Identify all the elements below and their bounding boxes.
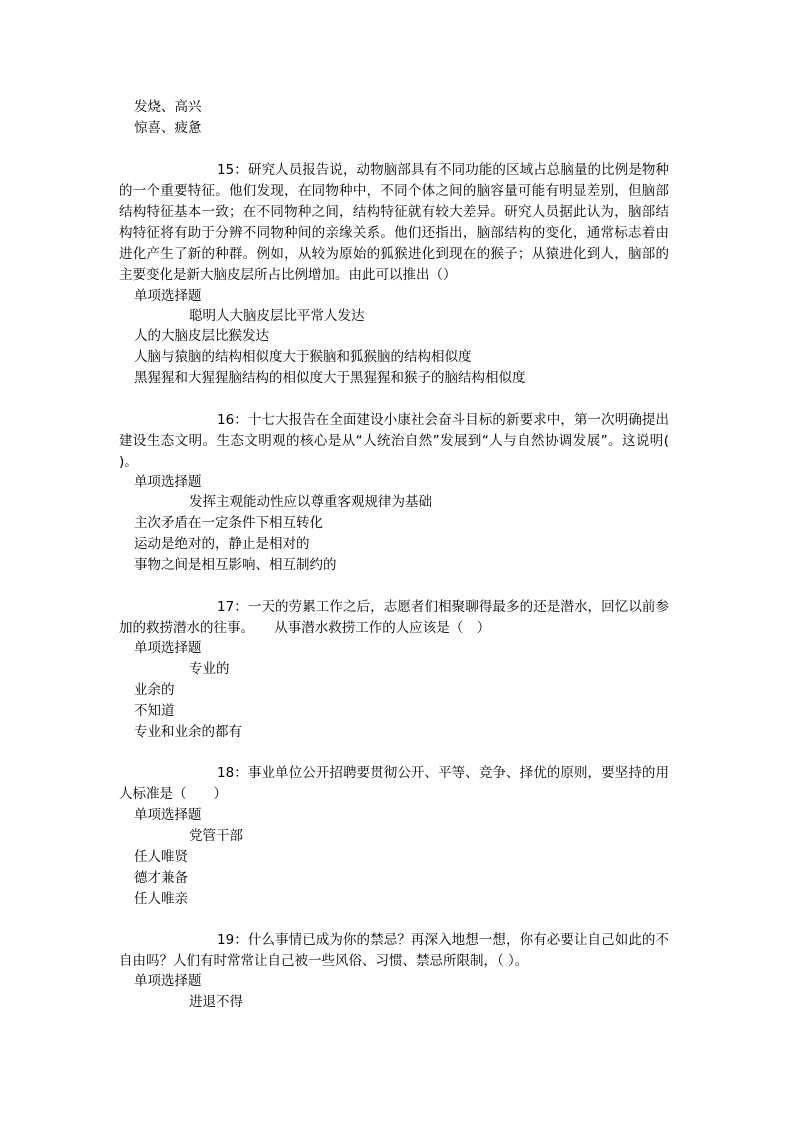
option-b: 人的大脑皮层比猴发达 <box>134 328 269 344</box>
option-b: 业余的 <box>134 682 175 698</box>
option-c: 运动是绝对的，静止是相对的 <box>134 536 310 552</box>
option-c: 人脑与猿脑的结构相似度大于猴脑和狐猴脑的结构相似度 <box>134 349 472 365</box>
option-d: 任人唯亲 <box>134 891 188 907</box>
option-d: 专业和业余的都有 <box>134 724 242 740</box>
question-type-label: 单项选择题 <box>134 973 202 989</box>
question-16-text: 16：十七大报告在全面建设小康社会奋斗目标的新要求中，第一次明确提出建设生态文明。生态文明观的核心是从“人统治自然”发展到“人与自然协调发展”。这说明( )。 <box>119 412 669 470</box>
option-d: 黑猩猩和大猩猩脑结构的相似度大于黑猩猩和猴子的脑结构相似度 <box>134 370 526 386</box>
option-text: 发烧、高兴 <box>134 99 202 115</box>
option-a: 聪明人大脑皮层比平常人发达 <box>189 308 365 324</box>
option-a: 党管干部 <box>189 828 243 844</box>
question-type-label: 单项选择题 <box>134 640 202 656</box>
question-17-text: 17：一天的劳累工作之后，志愿者们相聚聊得最多的还是潜水，回忆以前参加的救捞潜水的往事。 从事潜水救捞工作的人应该是（ ） <box>119 599 669 636</box>
question-type-label: 单项选择题 <box>134 288 202 304</box>
option-a: 进退不得 <box>189 994 243 1010</box>
option-a: 专业的 <box>189 661 230 677</box>
option-b: 任人唯贤 <box>134 849 188 865</box>
question-19-text: 19：什么事情已成为你的禁忌？再深入地想一想，你有必要让自己如此的不自由吗？人们有时常常让自己被一些风俗、习惯、禁忌所限制，（ ）。 <box>119 932 669 969</box>
option-a: 发挥主观能动性应以尊重客观规律为基础 <box>189 494 432 510</box>
option-d: 事物之间是相互影响、相互制约的 <box>134 557 337 573</box>
question-type-label: 单项选择题 <box>134 807 202 823</box>
option-text: 惊喜、疲惫 <box>134 120 202 136</box>
option-c: 不知道 <box>134 703 175 719</box>
question-type-label: 单项选择题 <box>134 474 202 490</box>
option-b: 主次矛盾在一定条件下相互转化 <box>134 515 323 531</box>
question-15-text: 15：研究人员报告说，动物脑部具有不同功能的区域占总脑量的比例是物种的一个重要特征。他们发现，在同物种中，不同个体之间的脑容量可能有明显差别，但脑部结构特征基本一致；在不同物种之间，结构特征就有较大差异。研究人员据此认为，脑部结构特征将有助于分辨不同物种间的亲缘关系。他们还指出，脑部结构的变化，通常标志着由进化产生了新的种群。例如，从较为原始的狐猴进化到现在的猴子；从猿进化到人，脑部的主要变化是新大脑皮层所占比例增加。由此可以推出（） <box>119 162 669 283</box>
question-18-text: 18：事业单位公开招聘要贯彻公开、平等、竞争、择优的原则，要坚持的用人标准是（ ） <box>119 765 669 802</box>
option-c: 德才兼备 <box>134 870 188 886</box>
